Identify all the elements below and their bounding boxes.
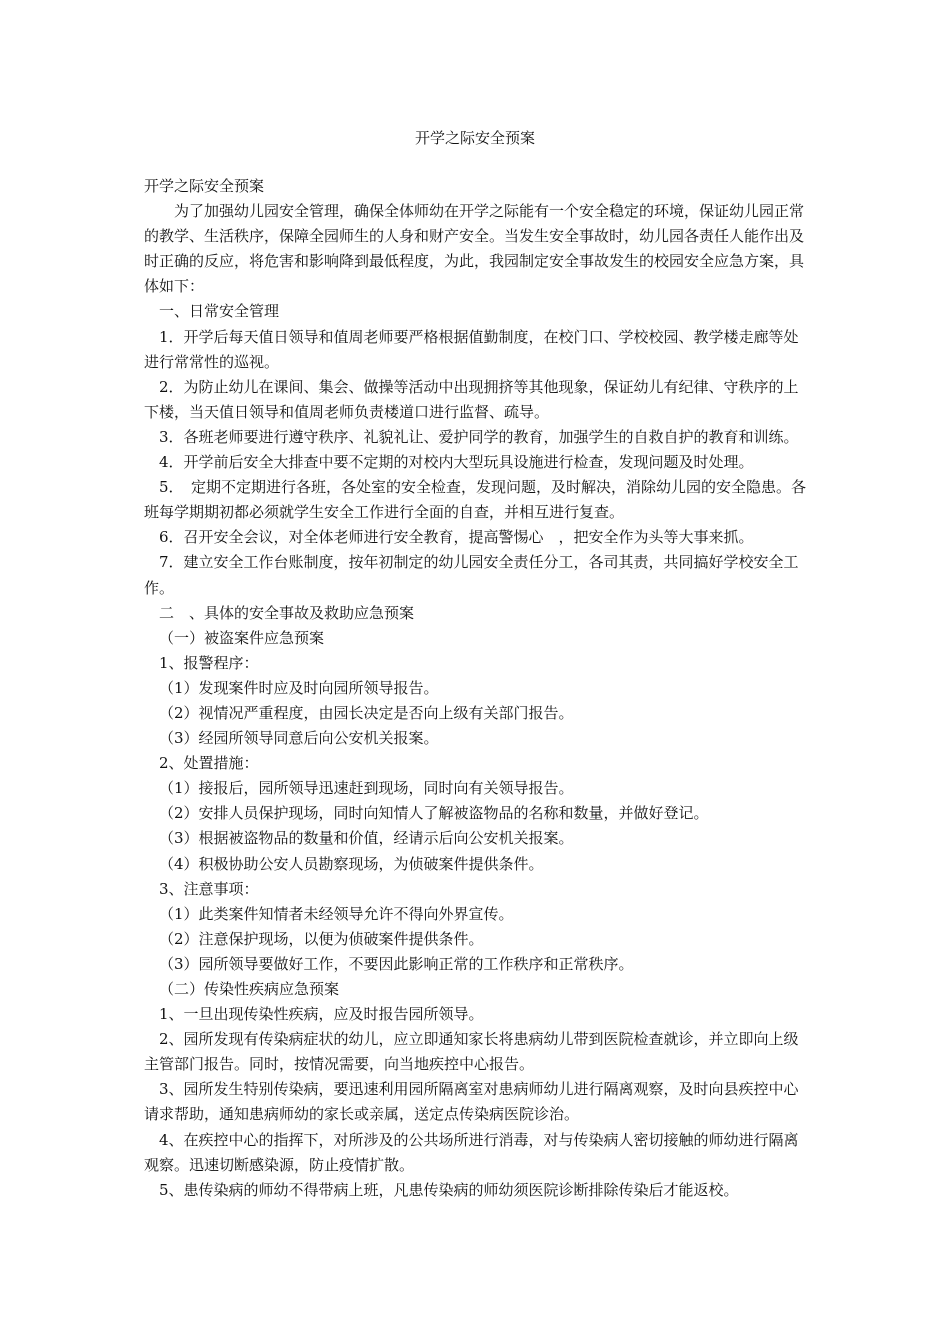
paragraph: 二 、具体的安全事故及救助应急预案 [159,603,415,622]
paragraph: （1）接报后，园所领导迅速赶到现场，同时向有关领导报告。 [159,779,574,798]
paragraph: （1）此类案件知情者未经领导允许不得向外界宣传。 [159,904,514,923]
paragraph: （1）发现案件时应及时向园所领导报告。 [159,678,439,697]
paragraph: 3、注意事项： [159,879,259,898]
paragraph: 2、处置措施： [159,754,259,773]
paragraph: 3．各班老师要进行遵守秩序、礼貌礼让、爱护同学的教育，加强学生的自救自护的教育和训练。 [159,427,799,446]
document-title: 开学之际安全预案 [414,129,535,147]
paragraph: （4）积极协助公安人员勘察现场，为侦破案件提供条件。 [159,854,544,873]
paragraph: （3）经园所领导同意后向公安机关报案。 [159,729,439,748]
paragraph: 2、园所发现有传染病症状的幼儿，应立即通知家长将患病幼儿带到医院检查就诊，并立即向上级主管部门报告。同时，按情况需要，向当地疾控中心报告。 [144,1030,799,1074]
paragraph: 5． 定期不定期进行各班，各处室的安全检查，发现问题，及时解决，消除幼儿园的安全隐患。各班每学期期初都必须就学生安全工作进行全面的自查，并相互进行复查。 [144,478,807,522]
paragraph: （一）被盗案件应急预案 [159,628,325,647]
paragraph: 5、患传染病的师幼不得带病上班，凡患传染病的师幼须医院诊断排除传染后才能返校。 [159,1180,739,1199]
paragraph: 1．开学后每天值日领导和值周老师要严格根据值勤制度，在校门口、学校校园、教学楼走廊等处进行常常性的巡视。 [144,327,799,371]
paragraph: （2）安排人员保护现场，同时向知情人了解被盗物品的名称和数量，并做好登记。 [159,804,709,823]
paragraph: 一、日常安全管理 [159,302,280,321]
paragraph: 2．为防止幼儿在课间、集会、做操等活动中出现拥挤等其他现象，保证幼儿有纪律、守秩序的上下楼，当天值日领导和值周老师负责楼道口进行监督、疏导。 [144,377,799,421]
paragraph: 4．开学前后安全大排查中要不定期的对校内大型玩具设施进行检查，发现问题及时处理。 [159,453,754,472]
paragraph: （3）园所领导要做好工作，不要因此影响正常的工作秩序和正常秩序。 [159,954,634,973]
paragraph: 开学之际安全预案 [144,177,265,195]
paragraph: 1、报警程序： [159,653,259,672]
paragraph: 4、在疾控中心的指挥下，对所涉及的公共场所进行消毒，对与传染病人密切接触的师幼进行隔离观察。迅速切断感染源，防止疫情扩散。 [144,1130,799,1174]
paragraph: （3）根据被盗物品的数量和价值，经请示后向公安机关报案。 [159,829,574,848]
paragraph: （2）视情况严重程度，由园长决定是否向上级有关部门报告。 [159,703,574,722]
paragraph: 为了加强幼儿园安全管理，确保全体师幼在开学之际能有一个安全稳定的环境，保证幼儿园正常的教学、生活秩序，保障全园师生的人身和财产安全。当发生安全事故时，幼儿园各责任人能作出及时正确的反应，将危害和影响降到最低程度，为此，我园制定安全事故发生的校园安全应急方案，具体如下： [144,202,805,296]
paragraph: 7．建立安全工作台账制度，按年初制定的幼儿园安全责任分工，各司其责，共同搞好学校安全工作。 [144,553,799,597]
paragraph: 3、园所发生特别传染病，要迅速利用园所隔离室对患病师幼儿进行隔离观察，及时向县疾控中心请求帮助，通知患病师幼的家长或亲属，送定点传染病医院诊治。 [144,1080,799,1124]
paragraph: （二）传染性疾病应急预案 [159,980,340,998]
paragraph: 6．召开安全会议，对全体老师进行安全教育，提高警惕心 ，把安全作为头等大事来抓。 [159,528,754,547]
paragraph: 1、一旦出现传染性疾病，应及时报告园所领导。 [159,1005,484,1024]
paragraph: （2）注意保护现场，以便为侦破案件提供条件。 [159,929,484,948]
document-body [144,174,810,1203]
